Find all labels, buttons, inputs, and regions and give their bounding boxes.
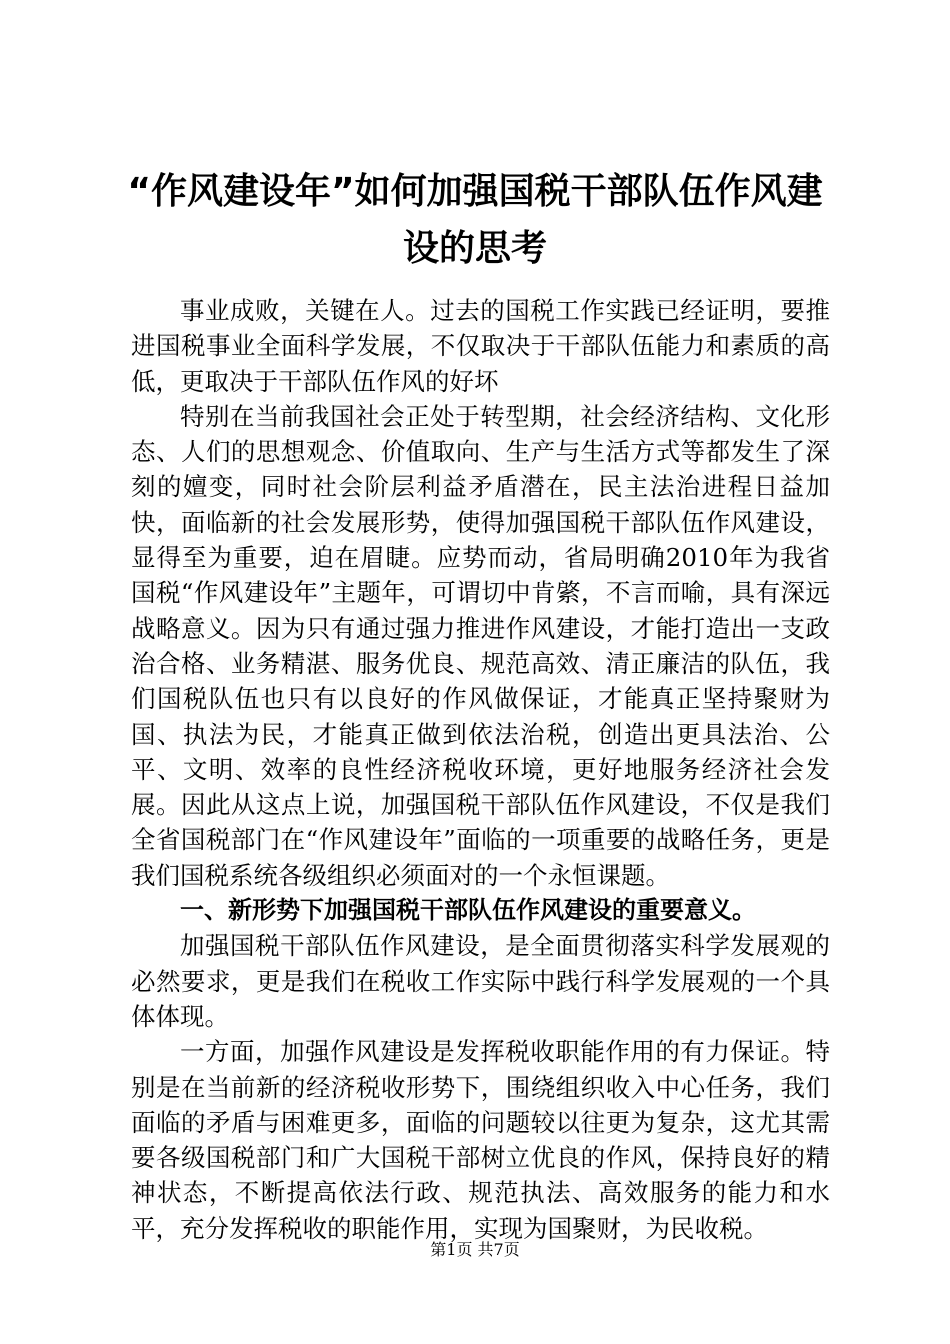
document-body xyxy=(131,293,830,1246)
section-paragraph: 加强国税干部队伍作风建设，是全面贯彻落实科学发展观的必然要求，更是我们在税收工作实际中践行科学发展观的一个具体体现。 xyxy=(131,931,830,1031)
background-paragraph: 特别在当前我国社会正处于转型期，社会经济结构、文化形态、人们的思想观念、价值取向、生产与生活方式等都发生了深刻的嬗变，同时社会阶层利益矛盾潜在，民主法治进程日益加快，面临新的社会发展形势，使得加强国税干部队伍作风建设，显得至为重要，迫在眉睫。应势而动，省局明确2010年为我省国税“作风建设年”主题年，可谓切中肯綮，不言而喻，具有深远战略意义。因为只有通过强力推进作风建设，才能打造出一支政治合格、业务精湛、服务优良、规范高效、清正廉洁的队伍，我们国税队伍也只有以良好的作风做保证，才能真正坚持聚财为国、执法为民，才能真正做到依法治税，创造出更具法治、公平、文明、效率的良性经济税收环境，更好地服务经济社会发展。因此从这点上说，加强国税干部队伍作风建设，不仅是我们全省国税部门在“作风建设年”面临的一项重要的战略任务，更是我们国税系统各级组织必须面对的一个永恒课题。 xyxy=(131,401,830,890)
document-title: “作风建设年”如何加强国税干部队伍作风建设的思考 xyxy=(127,171,823,269)
intro-paragraph: 事业成败，关键在人。过去的国税工作实践已经证明，要推进国税事业全面科学发展，不仅取决于干部队伍能力和素质的高低，更取决于干部队伍作风的好坏 xyxy=(131,296,830,396)
page-footer: 第1页 共7页 xyxy=(430,1240,520,1259)
section-heading: 一、新形势下加强国税干部队伍作风建设的重要意义。 xyxy=(180,896,756,925)
section-paragraph: 一方面，加强作风建设是发挥税收职能作用的有力保证。特别是在当前新的经济税收形势下，围绕组织收入中心任务，我们面临的矛盾与困难更多，面临的问题较以往更为复杂，这尤其需要各级国税部门和广大国税干部树立优良的作风，保持良好的精神状态，不断提高依法行政、规范执法、高效服务的能力和水平，充分发挥税收的职能作用，实现为国聚财，为民收税。 xyxy=(131,1037,830,1243)
